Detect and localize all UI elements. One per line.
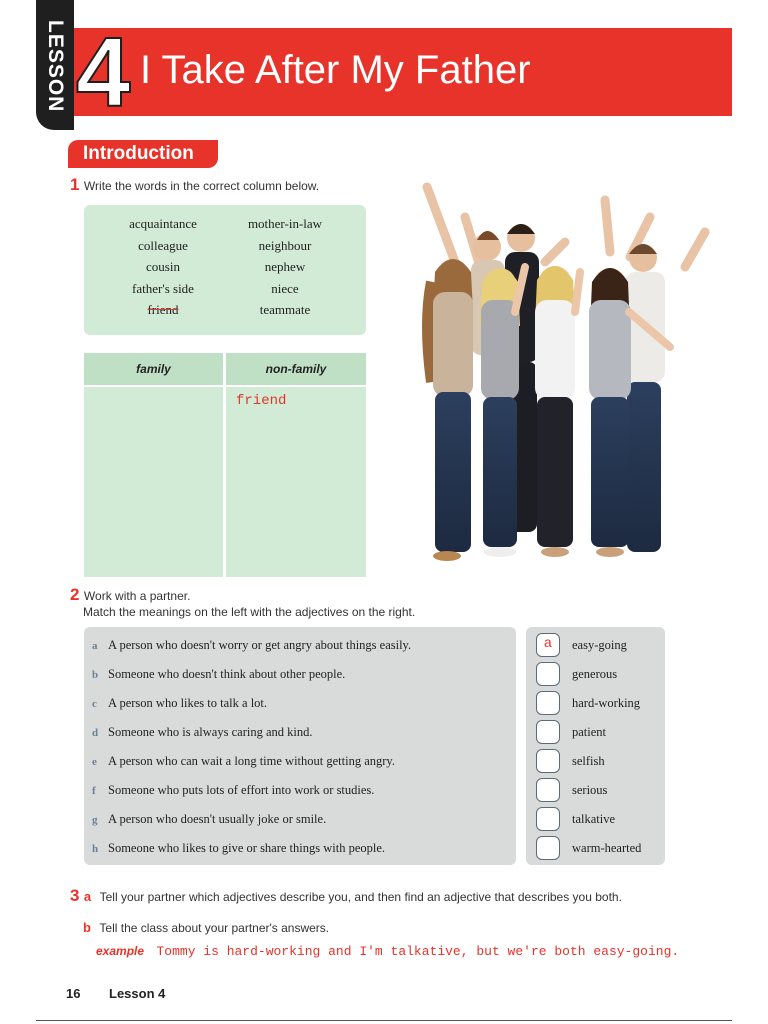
person-figure (535, 266, 575, 557)
exercise-instruction: Work with a partner. (83, 589, 191, 603)
exercise-instruction: Write the words in the correct column below. (83, 179, 320, 193)
item-letter: a (92, 640, 98, 652)
answer-box[interactable] (536, 778, 560, 802)
part-letter: b (83, 920, 91, 935)
example-line (96, 942, 679, 960)
list-item (92, 638, 411, 658)
word-item: colleague (138, 237, 188, 253)
person-figure (625, 244, 665, 552)
exercise-number: 3 (70, 886, 80, 905)
adjective-label: warm-hearted (572, 841, 642, 855)
word-item: cousin (146, 259, 180, 274)
answer-box[interactable] (536, 662, 560, 686)
adjective-label: easy-going (572, 638, 627, 652)
category-table (84, 353, 366, 577)
adjective-label: serious (572, 783, 608, 797)
adjective-label: selfish (572, 754, 605, 768)
adjectives-list (526, 627, 665, 865)
item-letter: c (92, 698, 97, 710)
family-answer-area[interactable] (84, 387, 223, 577)
person-figure (429, 259, 473, 561)
item-letter: h (92, 843, 99, 855)
column-header-non-family: non-family (265, 362, 327, 376)
exercise-3b (83, 919, 329, 937)
meanings-list (84, 627, 516, 865)
answer-box[interactable] (536, 836, 560, 860)
item-letter: e (92, 756, 97, 768)
word-item-used: friend (147, 302, 179, 317)
answer-box[interactable] (536, 807, 560, 831)
item-letter: b (92, 669, 99, 681)
word-column-right (220, 213, 350, 321)
answer-text: friend (236, 393, 287, 409)
example-text: Tommy is hard-working and I'm talkative, but we're both easy-going. (156, 944, 680, 959)
word-column-left (98, 213, 228, 321)
answer-box[interactable] (536, 720, 560, 744)
word-item: father's side (132, 280, 194, 296)
exercise-1-heading (70, 175, 319, 195)
footer-divider (36, 1020, 732, 1021)
friends-group-photo (405, 172, 730, 572)
answer-box[interactable] (536, 691, 560, 715)
person-figure (427, 187, 705, 267)
exercise-3a (70, 886, 622, 906)
section-label: Introduction (68, 140, 218, 168)
list-item (92, 696, 267, 716)
adjective-label: generous (572, 667, 618, 681)
list-item (92, 783, 374, 803)
list-item (92, 754, 395, 774)
word-item: acquaintance (129, 216, 197, 231)
list-item (92, 812, 326, 832)
adjective-label: hard-working (572, 696, 641, 710)
lesson-label: LESSON (44, 20, 67, 113)
page-title: I Take After My Father (140, 48, 531, 92)
page-number: 16 (66, 986, 81, 1001)
word-item: neighbour (258, 237, 312, 253)
non-family-answer-area[interactable] (226, 387, 366, 577)
person-figure (589, 268, 631, 557)
item-letter: f (92, 785, 96, 797)
item-text: Someone who likes to give or share things with people. (108, 841, 386, 855)
item-letter: d (92, 727, 99, 739)
exercise-instruction: Tell the class about your partner's answers. (99, 921, 330, 935)
example-label: example (96, 944, 145, 958)
exercise-instruction: Match the meanings on the left with the adjectives on the right. (83, 605, 416, 619)
lesson-number: 4 (76, 17, 131, 127)
item-text: A person who doesn't usually joke or smile. (108, 812, 327, 826)
adjective-label: talkative (572, 812, 616, 826)
word-item: teammate (259, 302, 311, 317)
part-letter: a (83, 889, 92, 904)
column-header-family: family (136, 362, 171, 376)
item-text: A person who doesn't worry or get angry about things easily. (108, 638, 412, 652)
item-text: A person who can wait a long time without getting angry. (108, 754, 395, 768)
footer-lesson-label: Lesson 4 (109, 986, 166, 1001)
word-bank (84, 205, 366, 335)
item-text: Someone who is always caring and kind. (108, 725, 313, 739)
word-item: nephew (264, 259, 306, 274)
exercise-number: 2 (70, 585, 80, 604)
adjective-label: patient (572, 725, 607, 739)
exercise-number: 1 (70, 175, 80, 194)
item-text: Someone who puts lots of effort into work or studies. (108, 783, 375, 797)
answer-box[interactable] (536, 749, 560, 773)
exercise-instruction: Tell your partner which adjectives describe you, and then find an adjective that describes you both. (99, 890, 622, 904)
word-item: mother-in-law (247, 216, 323, 231)
list-item (92, 725, 312, 745)
list-item (92, 667, 345, 687)
item-text: A person who likes to talk a lot. (108, 696, 268, 710)
item-letter: g (92, 814, 98, 826)
list-item (92, 841, 385, 861)
item-text: Someone who doesn't think about other people. (108, 667, 346, 681)
word-item: niece (271, 280, 299, 296)
exercise-2-heading (70, 585, 190, 605)
answer-box[interactable]: a (536, 633, 560, 657)
